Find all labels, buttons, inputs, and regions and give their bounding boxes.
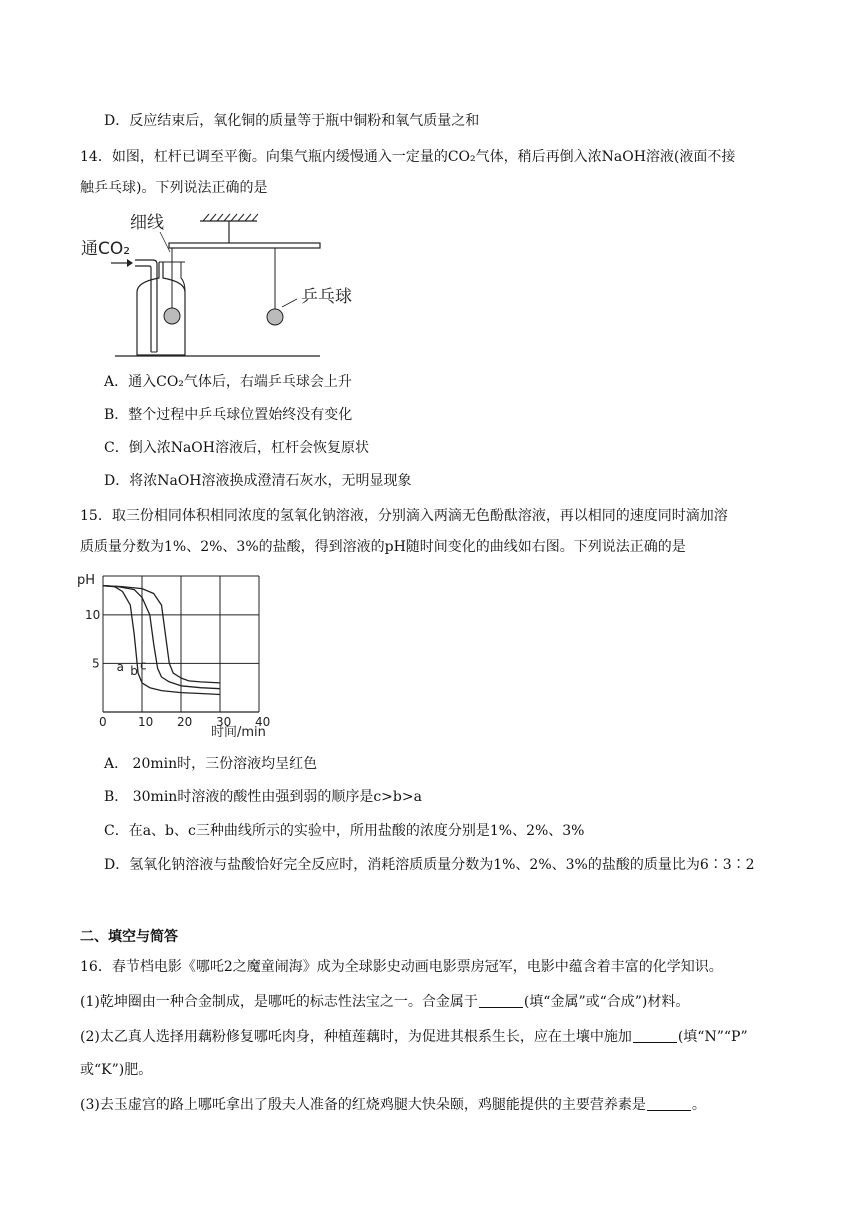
x-tick-label: 0 — [99, 715, 107, 729]
series-label-b: b — [130, 664, 138, 679]
q15-stem-line1: 15．取三份相同体积相同浓度的氢氧化钠溶液，分别滴入两滴无色酚酞溶液，再以相同的速度同时滴加溶 — [80, 508, 728, 524]
q14-option-a: A．通入CO₂气体后，右端乒乓球会上升 — [104, 374, 352, 390]
y-axis-label: pH — [77, 573, 96, 588]
x-tick-label: 10 — [138, 715, 154, 729]
label-thread: 细线 — [130, 213, 164, 233]
q16-part2 — [80, 1027, 748, 1047]
label-co2: 通CO₂ — [81, 239, 131, 259]
q15-option-a: A． 20min时，三份溶液均呈红色 — [104, 756, 318, 772]
x-axis-label: 时间/min — [211, 725, 266, 740]
x-tick-label: 30 — [216, 715, 232, 729]
q16-stem: 16．春节档电影《哪吒2之魔童闹海》成为全球影史动画电影票房冠军，电影中蕴含着丰富的化学知识。 — [80, 959, 723, 975]
q14-stem-line2: 触乒乓球)。下列说法正确的是 — [80, 180, 268, 196]
q14-option-c: C．倒入浓NaOH溶液后，杠杆会恢复原状 — [104, 440, 369, 456]
q14-option-d: D．将浓NaOH溶液换成澄清石灰水，无明显现象 — [104, 473, 412, 489]
q13-option-d: D．反应结束后，氧化铜的质量等于瓶中铜粉和氧气质量之和 — [104, 113, 480, 129]
series-label-a: a — [116, 660, 125, 675]
q16-answer-blank-1[interactable] — [479, 993, 523, 1008]
q14-lever-figure — [75, 200, 405, 365]
q15-option-d: D．氢氧化钠溶液与盐酸恰好完全反应时，消耗溶质质量分数为1%、2%、3%的盐酸的质量比为6∶3∶2 — [104, 857, 755, 873]
q14-option-b: B．整个过程中乒乓球位置始终没有变化 — [104, 407, 353, 423]
series-label-c: c — [140, 658, 147, 673]
q14-stem-line1: 14．如图，杠杆已调至平衡。向集气瓶内缓慢通入一定量的CO₂气体，稍后再倒入浓NaOH溶液(液面不接 — [80, 149, 736, 165]
ph-time-chart — [75, 568, 275, 740]
left-ping-pong-ball — [164, 308, 180, 324]
label-ping-pong: 乒乓球 — [301, 287, 352, 307]
q16-part3 — [80, 1095, 706, 1115]
q16-part1-text-after: (填“金属”或“合成”)材料。 — [523, 994, 690, 1010]
q16-part2-text-before: (2)太乙真人选择用藕粉修复哪吒肉身，种植莲藕时，为促进其根系生长，应在土壤中施加 — [80, 1029, 632, 1045]
x-tick-label: 20 — [177, 715, 193, 729]
q15-option-c: C．在a、b、c三种曲线所示的实验中，所用盐酸的浓度分别是1%、2%、3% — [104, 823, 585, 839]
x-tick-label: 40 — [255, 715, 271, 729]
q16-part2-text-after: (填“N”“P” — [677, 1029, 748, 1045]
q16-part1-text-before: (1)乾坤圈由一种合金制成，是哪吒的标志性法宝之一。合金属于 — [80, 994, 478, 1010]
q16-part1 — [80, 992, 689, 1012]
q16-answer-blank-3[interactable] — [647, 1096, 691, 1111]
series-line-a — [103, 586, 220, 695]
right-ping-pong-ball — [267, 309, 283, 325]
q16-answer-blank-2[interactable] — [633, 1028, 677, 1043]
q16-part3-text-after: 。 — [691, 1097, 706, 1113]
y-tick-label: 5 — [92, 656, 100, 671]
y-tick-label: 10 — [85, 607, 101, 622]
q16-part2-continued: 或“K”)肥。 — [80, 1062, 153, 1078]
q15-option-b: B． 30min时溶液的酸性由强到弱的顺序是c>b>a — [104, 789, 422, 805]
q15-stem-line2: 质质量分数为1%、2%、3%的盐酸，得到溶液的pH随时间变化的曲线如右图。下列说法正确的是 — [80, 539, 686, 555]
q16-part3-text-before: (3)去玉虚宫的路上哪吒拿出了殷夫人准备的红烧鸡腿大快朵颐，鸡腿能提供的主要营养素是 — [80, 1097, 646, 1113]
section-title: 二、填空与简答 — [80, 929, 178, 945]
